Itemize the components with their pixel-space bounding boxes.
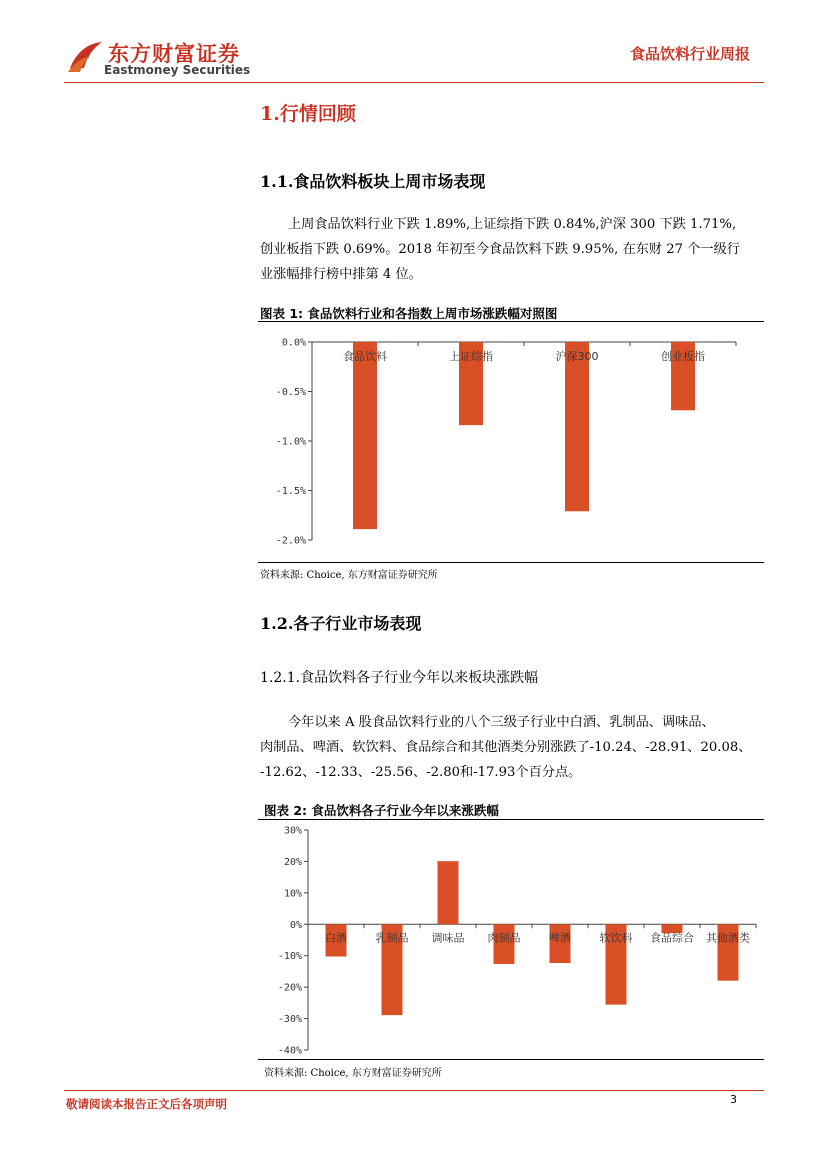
category-label: 肉制品 xyxy=(487,931,521,945)
paragraph-line: 创业板指下跌 0.69%。2018 年初至今食品饮料下跌 9.95%, 在东财 27 个一级行 xyxy=(260,242,740,257)
section-1-title: 1.行情回顾 xyxy=(260,103,356,125)
category-label: 乳制品 xyxy=(375,931,409,945)
figure-2-title: 图表 2: 食品饮料各子行业今年以来涨跌幅 xyxy=(264,803,499,818)
y-tick-label: -20% xyxy=(277,982,302,994)
section-1-2-1-title: 1.2.1.食品饮料各子行业今年以来板块涨跌幅 xyxy=(260,670,539,686)
figure-2-chart xyxy=(258,822,764,1058)
figure-1-title: 图表 1: 食品饮料行业和各指数上周市场涨跌幅对照图 xyxy=(260,306,558,321)
figure-2-source: 资料来源: Choice, 东方财富证券研究所 xyxy=(264,1068,442,1079)
category-label: 食品综合 xyxy=(650,931,694,945)
figure-1-top-rule xyxy=(258,321,764,322)
paragraph-line: 上周食品饮料行业下跌 1.89%,上证综指下跌 0.84%,沪深 300 下跌 1.71%, xyxy=(288,217,737,232)
y-tick-label: -1.0% xyxy=(275,436,306,448)
section-1-1-paragraph xyxy=(260,212,780,287)
paragraph-line: 业涨幅排行榜中排第 4 位。 xyxy=(260,267,422,282)
logo-chinese-name: 东方财富证券 xyxy=(108,42,240,66)
y-tick-label: 0% xyxy=(289,919,302,931)
category-label: 创业板指 xyxy=(661,350,705,363)
y-tick-label: 30% xyxy=(283,825,302,837)
header-divider xyxy=(64,82,764,83)
bar xyxy=(565,342,589,511)
category-label: 沪深300 xyxy=(555,350,599,363)
y-tick-label: -1.5% xyxy=(275,486,306,497)
category-label: 白酒 xyxy=(325,931,347,945)
footer-divider xyxy=(64,1090,764,1091)
figure-1-source: 资料来源: Choice, 东方财富证券研究所 xyxy=(260,570,438,581)
y-tick-label: 0.0% xyxy=(281,337,306,349)
figure-1-bottom-rule xyxy=(258,562,764,563)
paragraph-line: -12.62、-12.33、-25.56、-2.80和-17.93个百分点。 xyxy=(260,765,582,780)
y-tick-label: -40% xyxy=(277,1045,302,1057)
report-type: 食品饮料行业周报 xyxy=(629,45,750,63)
section-1-2-1-paragraph xyxy=(260,710,780,785)
category-label: 其他酒类 xyxy=(706,931,750,945)
y-tick-label: -0.5% xyxy=(275,387,306,398)
y-tick-label: -10% xyxy=(277,951,302,963)
y-tick-label: -30% xyxy=(277,1014,302,1026)
page-number: 3 xyxy=(730,1093,737,1106)
bar xyxy=(438,861,459,924)
category-label: 软饮料 xyxy=(599,931,633,945)
eastmoney-logo-icon xyxy=(66,38,106,74)
category-label: 啤酒 xyxy=(549,931,571,945)
paragraph-line: 今年以来 A 股食品饮料行业的八个三级子行业中白酒、乳制品、调味品、 xyxy=(288,715,715,730)
figure-1-chart xyxy=(258,326,764,560)
y-tick-label: -2.0% xyxy=(275,535,306,547)
paragraph-line: 肉制品、啤酒、软饮料、食品综合和其他酒类分别涨跌了-10.24、-28.91、20.08、 xyxy=(260,740,752,755)
y-tick-label: 10% xyxy=(283,888,302,900)
category-label: 调味品 xyxy=(431,931,465,945)
section-1-1-title: 1.1.食品饮料板块上周市场表现 xyxy=(260,172,486,191)
category-label: 上证综指 xyxy=(449,350,493,363)
section-1-2-title: 1.2.各子行业市场表现 xyxy=(260,614,422,633)
figure-2-top-rule xyxy=(258,819,764,820)
logo-english-name: Eastmoney Securities xyxy=(104,63,251,77)
figure-2-bottom-rule xyxy=(258,1059,764,1060)
footer-disclaimer: 敬请阅读本报告正文后各项声明 xyxy=(66,1097,227,1111)
y-tick-label: 20% xyxy=(283,856,302,868)
bar xyxy=(353,342,377,529)
category-label: 食品饮料 xyxy=(343,350,387,363)
